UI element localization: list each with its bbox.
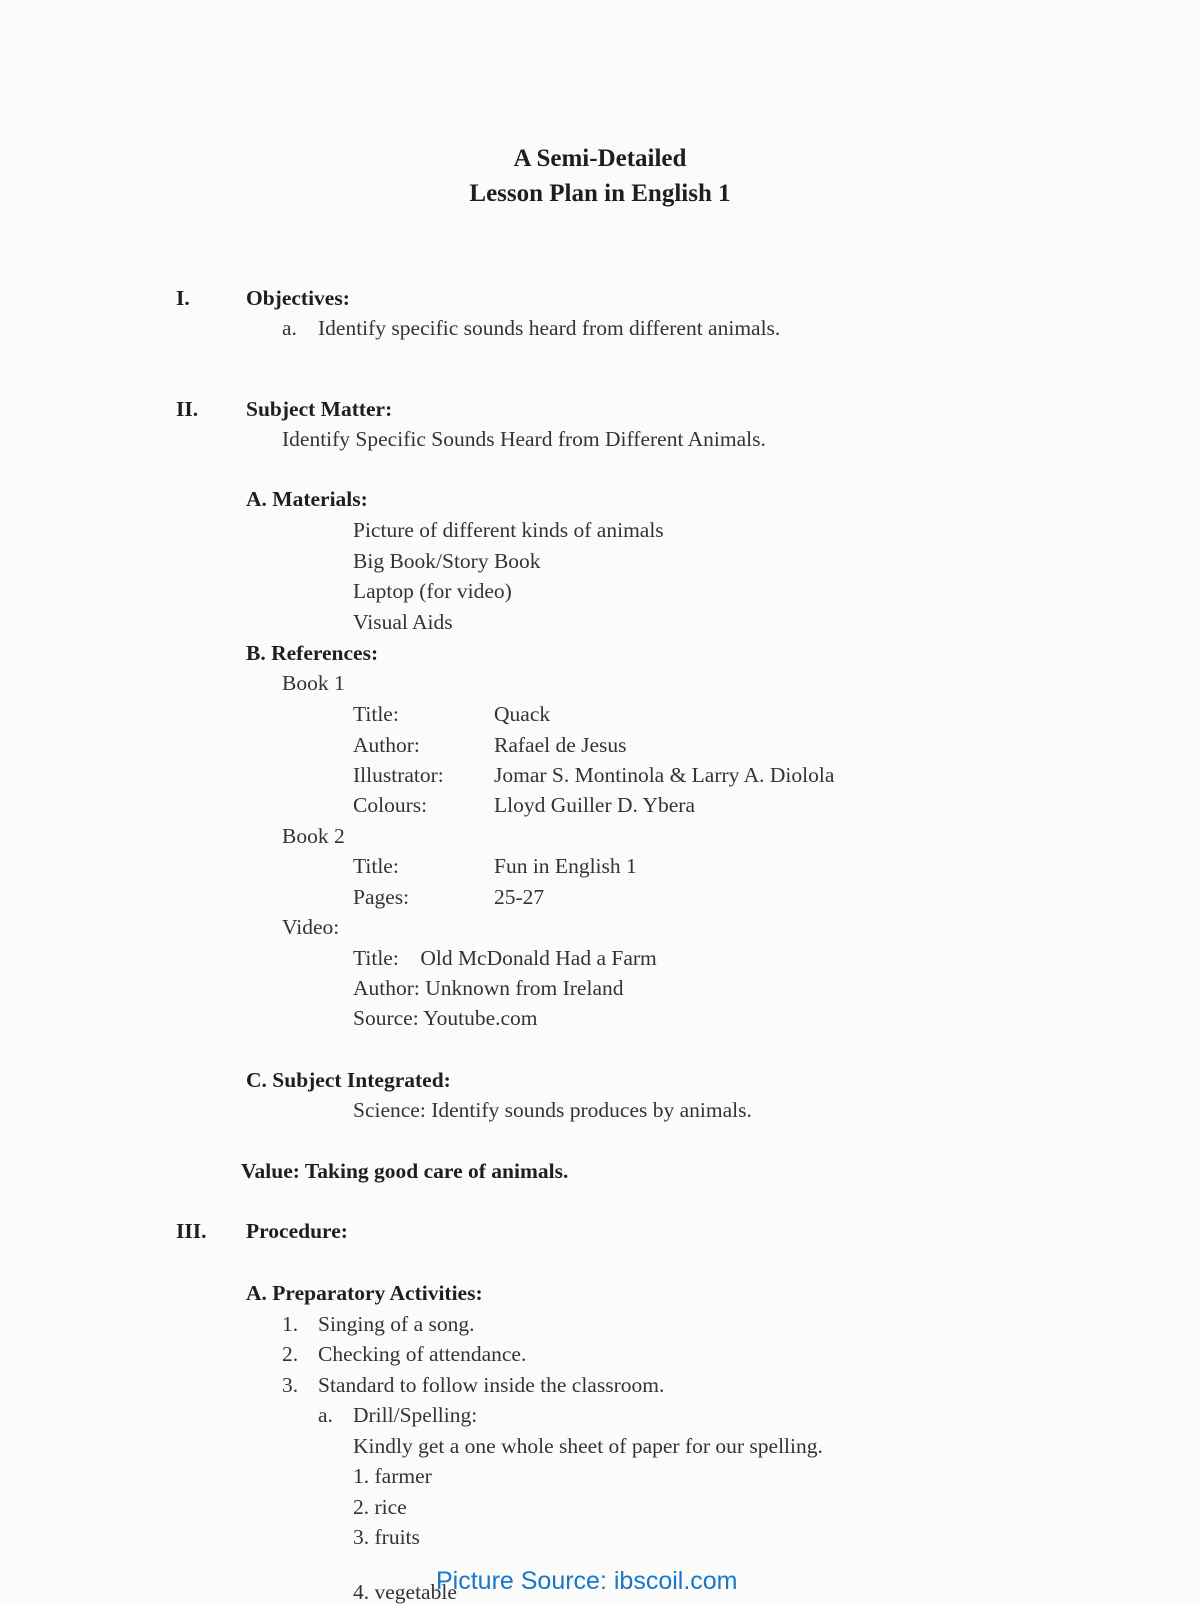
book2-key: Title: [353, 854, 399, 878]
subject-matter-heading: Subject Matter: [246, 397, 393, 421]
material-item: Visual Aids [353, 610, 453, 634]
video-line: Source: Youtube.com [353, 1006, 538, 1030]
title-line-1: A Semi-Detailed [513, 145, 687, 172]
book2-value: Fun in English 1 [494, 854, 637, 878]
material-item: Picture of different kinds of animals [353, 518, 664, 542]
book1-value: Jomar S. Montinola & Larry A. Diolola [494, 763, 835, 787]
spelling-word: 1. farmer [353, 1464, 432, 1488]
book1-key: Colours: [353, 793, 428, 817]
subject-matter-text: Identify Specific Sounds Heard from Different Animals. [282, 427, 766, 451]
preparatory-number: 3. [282, 1373, 299, 1397]
objective-item: Identify specific sounds heard from different animals. [318, 316, 781, 340]
book1-label: Book 1 [282, 671, 345, 695]
objective-marker: a. [282, 316, 297, 340]
video-line: Title: Old McDonald Had a Farm [353, 946, 657, 970]
book1-key: Title: [353, 702, 399, 726]
book1-value: Quack [494, 702, 551, 726]
integrated-text: Science: Identify sounds produces by animals. [353, 1098, 752, 1122]
spelling-word: 4. vegetable [353, 1580, 457, 1604]
spelling-word: 2. rice [353, 1495, 407, 1519]
integrated-heading: C. Subject Integrated: [246, 1068, 451, 1092]
value-statement: Value: Taking good care of animals. [241, 1159, 569, 1183]
spelling-word: 3. fruits [353, 1525, 420, 1549]
book1-key: Author: [353, 733, 420, 757]
procedure-heading: Procedure: [246, 1219, 348, 1243]
book2-value: 25-27 [494, 885, 545, 909]
material-item: Laptop (for video) [353, 579, 512, 603]
title-line-2: Lesson Plan in English 1 [469, 180, 731, 207]
book2-label: Book 2 [282, 824, 345, 848]
section-numeral-2: II. [176, 397, 199, 421]
video-label: Video: [282, 915, 340, 939]
objectives-heading: Objectives: [246, 286, 350, 310]
book1-value: Lloyd Guiller D. Ybera [494, 793, 696, 817]
preparatory-number: 2. [282, 1342, 299, 1366]
video-line: Author: Unknown from Ireland [353, 976, 624, 1000]
section-numeral-3: III. [176, 1219, 207, 1243]
drill-instruction: Kindly get a one whole sheet of paper for our spelling. [353, 1434, 823, 1458]
preparatory-heading: A. Preparatory Activities: [246, 1281, 483, 1305]
book1-value: Rafael de Jesus [494, 733, 627, 757]
preparatory-item: Checking of attendance. [318, 1342, 527, 1366]
drill-marker: a. [318, 1403, 333, 1427]
drill-heading: Drill/Spelling: [353, 1403, 478, 1427]
book2-key: Pages: [353, 885, 410, 909]
preparatory-item: Standard to follow inside the classroom. [318, 1373, 665, 1397]
material-item: Big Book/Story Book [353, 549, 541, 573]
section-numeral-1: I. [176, 286, 190, 310]
book1-key: Illustrator: [353, 763, 444, 787]
preparatory-number: 1. [282, 1312, 299, 1336]
materials-heading: A. Materials: [246, 487, 368, 511]
source-watermark: Picture Source: ibscoil.com [436, 1567, 738, 1595]
preparatory-item: Singing of a song. [318, 1312, 475, 1336]
references-heading: B. References: [246, 641, 379, 665]
